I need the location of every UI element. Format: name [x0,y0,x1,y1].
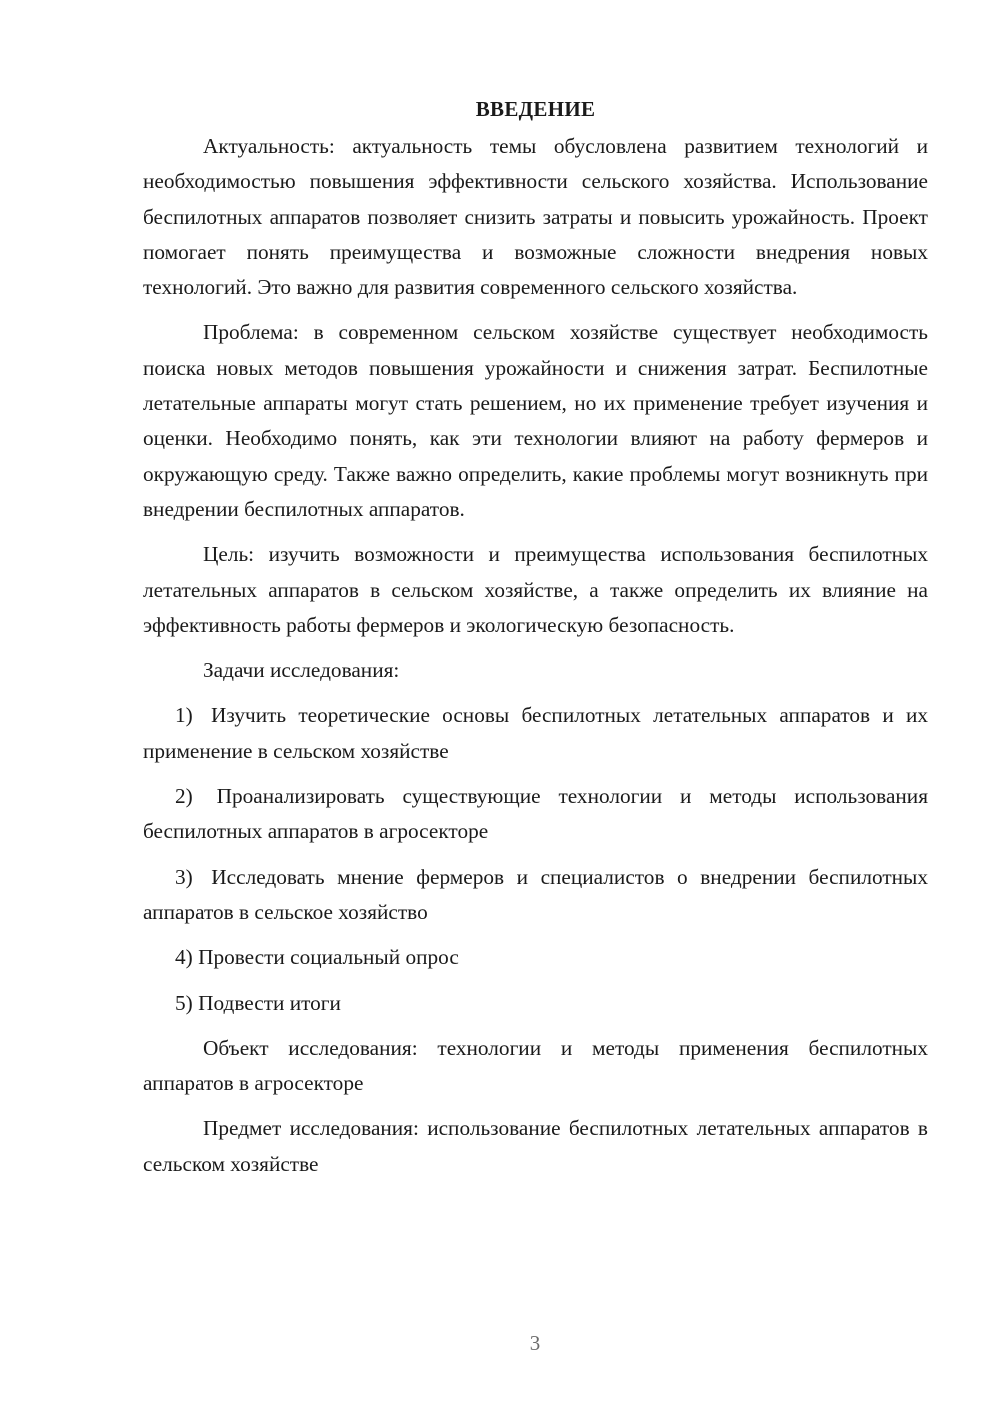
task-number: 4) [175,945,193,970]
task-item-3 [143,860,928,931]
object-paragraph: Объект исследования: технологии и методы применения беспилотных аппаратов в агросекторе [143,1035,928,1096]
task-text: Провести социальный опрос [198,945,459,970]
tasks-heading: Задачи исследования: [203,658,400,683]
task-item-5 [143,986,928,1021]
task-item-4 [143,940,928,975]
task-number: 2) [175,784,193,809]
subject-paragraph: Предмет исследования: использование беспилотных летательных аппаратов в сельском хозяйстве [143,1116,928,1176]
task-text: Проанализировать существующие технологии и методы использования беспилотных аппаратов в агросекторе [143,784,928,844]
section-heading: ВВЕДЕНИЕ [475,97,596,121]
task-text: Изучить теоретические основы беспилотных летательных аппаратов и их применение в сельском хозяйстве [143,703,929,763]
page-number: 3 [529,1331,541,1355]
task-number: 5) [175,990,193,1015]
problem-paragraph: Проблема: в современном сельском хозяйстве существует необходимость поиска новых методов повышения урожайности и снижения затрат. Беспилотные летательные аппараты могут стать решением, но их применение требует изучения и оценки. Необходимо понять, как эти технологии влияют на работу фермеров и окружающую среду. Также важно определить, какие проблемы могут возникнуть при внедрении беспилотных аппаратов. [143,320,928,521]
task-item-2 [143,779,928,850]
relevance-paragraph: Актуальность: актуальность темы обусловлена развитием технологий и необходимостью повышения эффективности сельского хозяйства. Использование беспилотных аппаратов позволяет снизить затраты и повысить урожайность. Проект помогает понять преимущества и возможные сложности внедрения новых технологий. Это важно для развития современного сельского хозяйства. [143,134,928,300]
task-text: Подвести итоги [198,990,341,1015]
task-number: 1) [175,703,193,728]
page-content [143,92,928,1192]
task-number: 3) [175,864,193,889]
task-text: Исследовать мнение фермеров и специалистов о внедрении беспилотных аппаратов в сельское хозяйство [143,864,928,924]
goal-paragraph: Цель: изучить возможности и преимущества использования беспилотных летательных аппаратов в сельском хозяйстве, а также определить их влияние на эффективность работы фермеров и экологическую безопасность. [143,542,928,637]
task-item-1 [143,698,928,769]
